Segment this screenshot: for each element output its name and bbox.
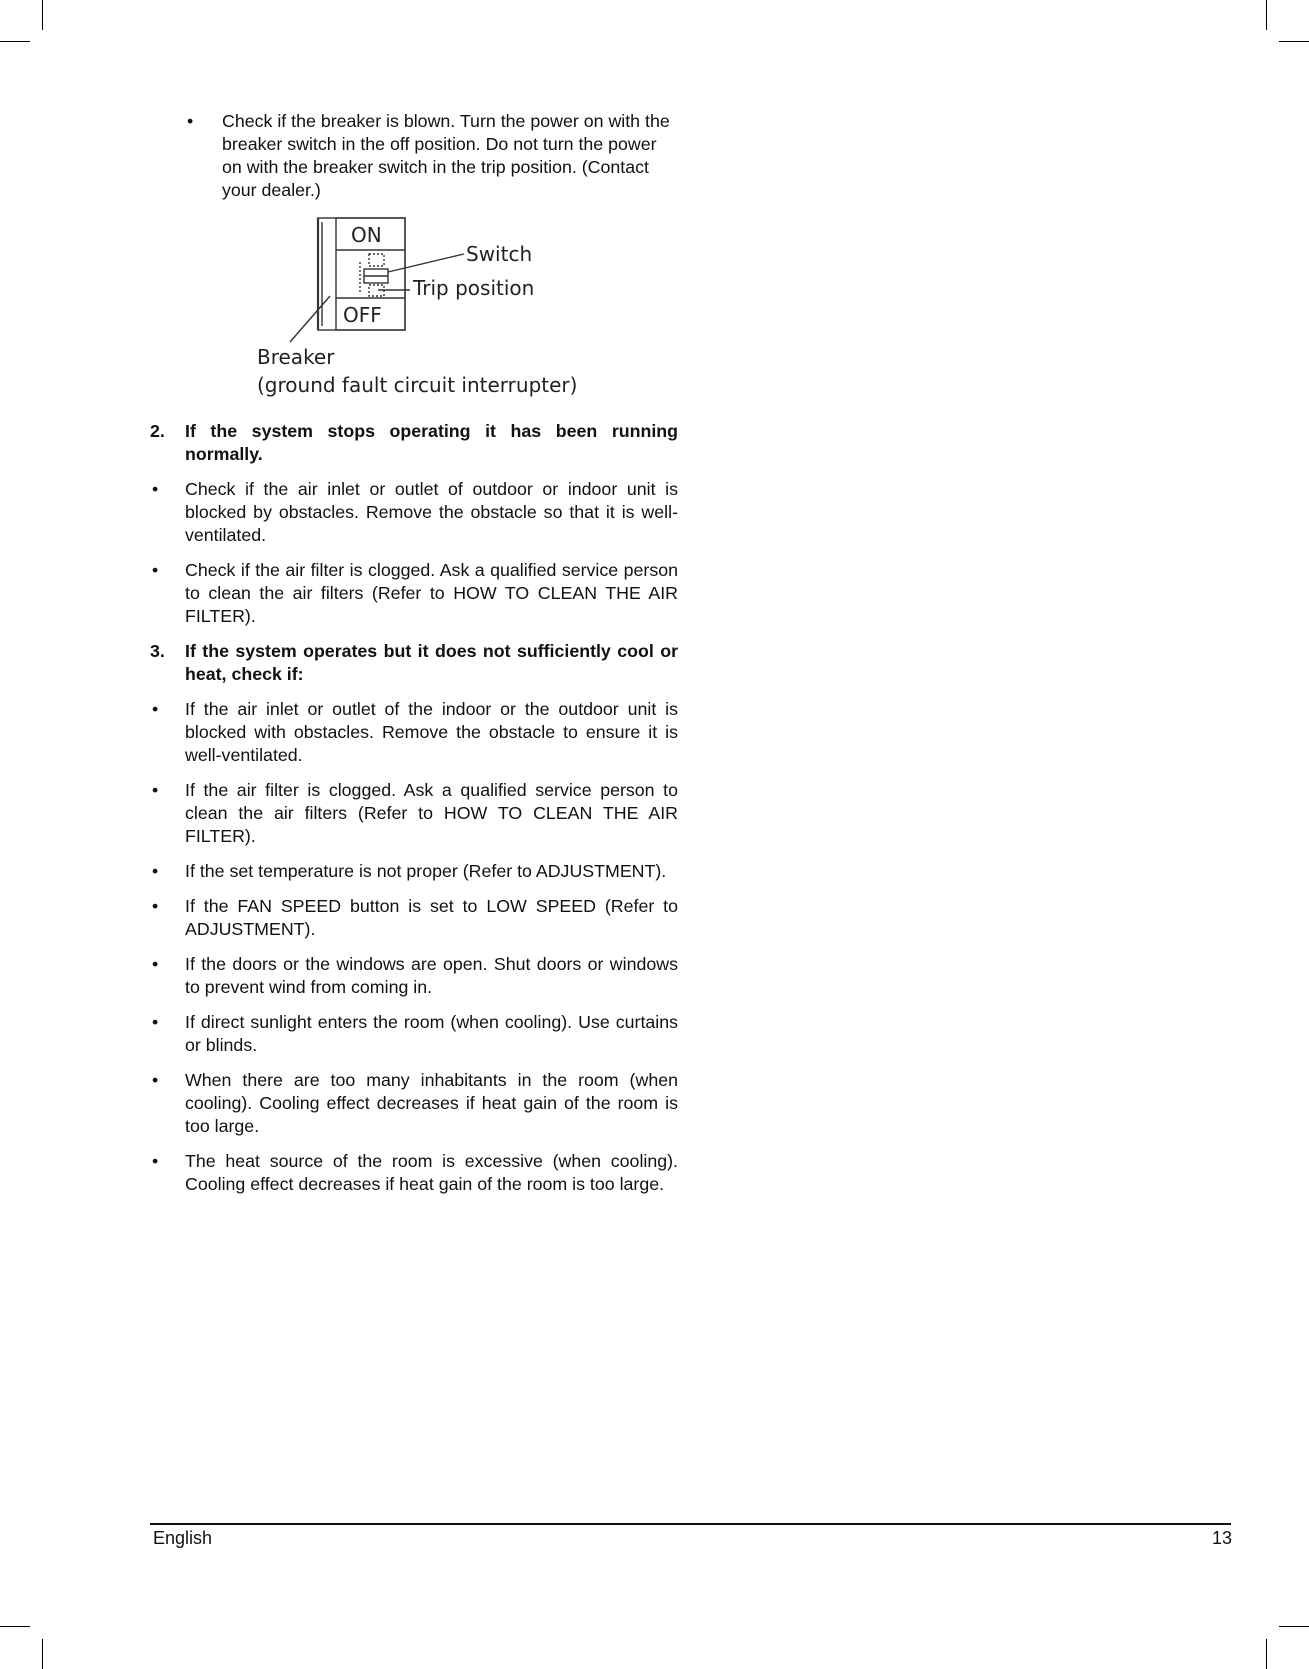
- section-3-heading: [150, 640, 678, 686]
- crop-mark: [1266, 1639, 1267, 1669]
- bullet-marker: •: [187, 111, 194, 131]
- bullet-marker: •: [152, 560, 159, 580]
- switch-label: Switch: [466, 242, 533, 266]
- list-item: [150, 1011, 678, 1057]
- bullet-text: If direct sunlight enters the room (when cooling). Use curtains or blinds.: [185, 1012, 678, 1055]
- bullet-marker: •: [152, 479, 159, 499]
- crop-mark: [1279, 1626, 1309, 1627]
- bullet-marker: •: [152, 896, 159, 916]
- bullet-text: The heat source of the room is excessive (when cooling). Cooling effect decreases if heat gain of the room is too large.: [185, 1151, 678, 1194]
- list-item: [150, 698, 678, 767]
- breaker-label: Breaker: [257, 345, 335, 369]
- bullet-text: If the air inlet or outlet of the indoor or the outdoor unit is blocked with obstacles. Remove the obstacle to ensure it is well-ventilated.: [185, 699, 678, 765]
- list-item: [150, 1150, 678, 1196]
- bullet-text: If the set temperature is not proper (Refer to ADJUSTMENT).: [185, 861, 667, 881]
- crop-mark: [0, 41, 30, 42]
- crop-mark: [42, 1639, 43, 1669]
- crop-mark: [1266, 0, 1267, 30]
- switch-ghost-up: [369, 254, 384, 266]
- bullet-marker: •: [152, 780, 159, 800]
- page-number: 13: [1211, 1528, 1232, 1548]
- bullet-marker: •: [152, 699, 159, 719]
- list-item: [150, 860, 678, 883]
- bullet-marker: •: [152, 1012, 159, 1032]
- bullet-text: Check if the air filter is clogged. Ask a qualified service person to clean the air filters (Refer to HOW TO CLEAN THE AIR FILTER).: [185, 560, 678, 626]
- bullet-marker: •: [152, 1070, 159, 1090]
- bullet-text: When there are too many inhabitants in the room (when cooling). Cooling effect decreases if heat gain of the room is too large.: [185, 1070, 678, 1136]
- bullet-text: Check if the air inlet or outlet of outdoor or indoor unit is blocked by obstacles. Remove the obstacle so that it is well-ventilated.: [185, 479, 678, 545]
- list-item: [150, 1069, 678, 1138]
- main-column: [150, 110, 678, 1208]
- list-item: [150, 779, 678, 848]
- list-item: [150, 953, 678, 999]
- footer-language: English: [153, 1528, 213, 1548]
- bullet-text: If the FAN SPEED button is set to LOW SPEED (Refer to ADJUSTMENT).: [185, 896, 678, 939]
- bullet-marker: •: [152, 861, 159, 881]
- bullet-marker: •: [152, 954, 159, 974]
- crop-mark: [1279, 41, 1309, 42]
- step-number: 2.: [150, 421, 165, 441]
- on-label: ON: [351, 223, 382, 247]
- breaker-sublabel: (ground fault circuit interrupter): [257, 373, 578, 397]
- bullet-text: If the doors or the windows are open. Shut doors or windows to prevent wind from coming in.: [185, 954, 678, 997]
- bullet-marker: •: [152, 1151, 159, 1171]
- step-heading-text: If the system operates but it does not sufficiently cool or heat, check if:: [185, 641, 678, 684]
- section-2-heading: [150, 420, 678, 466]
- crop-mark: [0, 1626, 30, 1627]
- list-item: [150, 559, 678, 628]
- switch-leader: [388, 254, 464, 272]
- trip-position-label: Trip position: [413, 276, 535, 300]
- breaker-leader: [290, 296, 330, 342]
- crop-mark: [42, 0, 43, 30]
- step-heading-text: If the system stops operating it has been running normally.: [185, 421, 678, 464]
- list-item: [150, 895, 678, 941]
- breaker-figure: [150, 214, 678, 406]
- list-item: [150, 478, 678, 547]
- off-label: OFF: [343, 303, 382, 327]
- bullet-text: Check if the breaker is blown. Turn the power on with the breaker switch in the off position. Do not turn the power on with the breaker switch in the trip position. (Contact your dealer.): [222, 111, 670, 200]
- step-number: 3.: [150, 641, 165, 661]
- footer-rule: [150, 1523, 1231, 1525]
- list-item: [150, 110, 678, 202]
- bullet-text: If the air filter is clogged. Ask a qualified service person to clean the air filters (Refer to HOW TO CLEAN THE AIR FILTER).: [185, 780, 678, 846]
